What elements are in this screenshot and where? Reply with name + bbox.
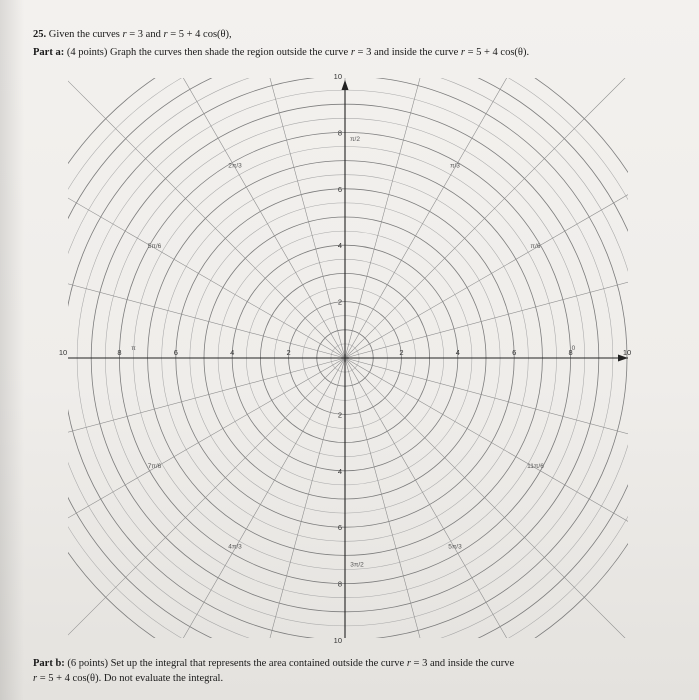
var-r: r — [33, 673, 38, 684]
y-pos-tick-label: 2 — [337, 297, 342, 307]
equals-sign: = — [413, 658, 420, 669]
y-pos-tick-label: 6 — [337, 184, 342, 194]
y-neg-tick-label: 6 — [337, 523, 342, 533]
x-neg-tick-label: 2 — [286, 348, 291, 357]
x-neg-tick-label: 6 — [173, 348, 178, 357]
value-three: 3 — [137, 29, 144, 40]
part-a-mid: and inside the curve — [373, 47, 459, 58]
equals-sign: = — [129, 29, 136, 40]
y-pos-tick-label: 8 — [337, 128, 342, 138]
y-neg-tick-label: 2 — [337, 410, 342, 420]
angle-label: π/6 — [530, 243, 541, 251]
value-three: 3 — [366, 47, 372, 58]
and-word: and — [145, 29, 161, 40]
y-pos-tick-label: 10 — [333, 72, 342, 81]
equals-sign: = — [467, 47, 474, 58]
angle-label: 2π/3 — [228, 162, 242, 170]
part-b-text: (6 points) Set up the integral that represents the area contained outside the curve — [67, 658, 405, 669]
curve-formula-end: 5 + 4 cos(θ). — [476, 47, 530, 58]
x-pos-tick-label: 10 — [622, 348, 632, 357]
y-pos-tick-label: 4 — [337, 241, 342, 251]
angle-label: 4π/3 — [228, 543, 242, 551]
x-pos-tick-label: 6 — [512, 348, 517, 357]
part-a-label: Part a: — [33, 47, 65, 58]
curve-formula: 5 + 4 cos(θ), — [178, 29, 232, 40]
grid-radial-line — [0, 358, 345, 584]
x-pos-tick-label: 2 — [399, 348, 404, 357]
intro-text: Given the curves — [48, 29, 120, 40]
equals-sign: = — [357, 47, 364, 58]
part-b-label: Part b: — [33, 658, 65, 669]
part-b-mid: and inside the curve — [429, 658, 515, 669]
grid-radial-line — [345, 358, 699, 584]
var-r: r — [460, 47, 465, 58]
angle-label: 3π/2 — [350, 561, 364, 569]
angle-label: 0 — [571, 345, 576, 352]
x-neg-tick-label: 4 — [230, 348, 235, 357]
angle-label: 5π/6 — [147, 243, 162, 251]
grid-radial-line — [345, 358, 664, 677]
var-r: r — [122, 29, 127, 40]
grid-radial-line — [345, 39, 664, 358]
angle-label: 11π/6 — [527, 462, 544, 470]
y-axis-arrow — [342, 80, 349, 90]
problem-number: 25. — [33, 29, 47, 40]
y-neg-tick-label: 10 — [333, 636, 342, 645]
part-b-statement-line2 — [33, 673, 223, 684]
equals-sign: = — [39, 673, 46, 684]
equals-sign: = — [170, 29, 177, 40]
x-neg-tick-label: 8 — [117, 348, 122, 357]
x-neg-tick-label: 10 — [58, 348, 68, 357]
grid-radial-line — [26, 39, 345, 358]
angle-label: 5π/3 — [448, 543, 462, 551]
angle-label: 7π/6 — [147, 462, 162, 470]
grid-radial-line — [0, 132, 345, 358]
x-pos-tick-label: 8 — [568, 348, 573, 357]
grid-radial-line — [345, 132, 699, 358]
var-r: r — [406, 658, 411, 669]
y-neg-tick-label: 4 — [337, 466, 342, 476]
var-r: r — [163, 29, 168, 40]
part-b-statement — [33, 658, 514, 669]
value-three: 3 — [422, 658, 428, 669]
y-neg-tick-label: 8 — [337, 579, 342, 589]
grid-radial-line — [26, 358, 345, 677]
angle-label: π/3 — [450, 162, 460, 170]
part-b-line2: 5 + 4 cos(θ). Do not evaluate the integral. — [48, 673, 224, 684]
part-a-text: (4 points) Graph the curves then shade the region outside the curve — [66, 47, 349, 58]
var-r: r — [350, 47, 355, 58]
x-pos-tick-label: 4 — [455, 348, 460, 357]
angle-label: π/2 — [350, 135, 360, 143]
angle-label: π — [131, 345, 136, 352]
